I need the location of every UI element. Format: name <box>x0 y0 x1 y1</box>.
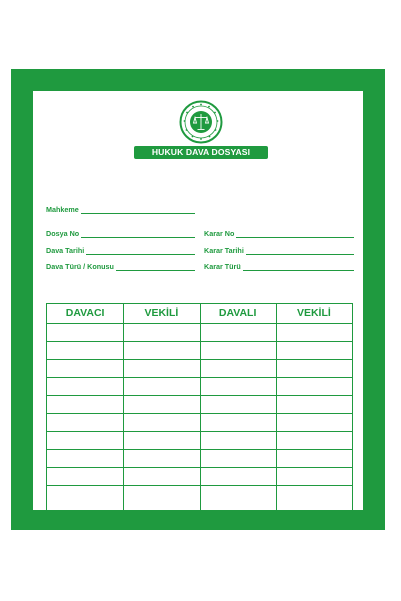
table-row[interactable] <box>47 395 352 396</box>
parties-table <box>46 303 353 521</box>
dava-tarihi-label: Dava Tarihi <box>46 246 85 255</box>
table-row[interactable] <box>47 485 352 486</box>
header-davali: DAVALI <box>218 307 257 319</box>
header-davaci: DAVACI <box>65 307 105 319</box>
column-divider <box>123 304 124 520</box>
karar-no-label: Karar No <box>204 229 235 238</box>
case-file-sheet <box>33 91 363 510</box>
dava-turu-label: Dava Türü / Konusu <box>46 262 114 271</box>
table-row[interactable] <box>47 359 352 360</box>
dosya-no-field[interactable] <box>46 228 195 238</box>
karar-no-line[interactable] <box>236 230 354 238</box>
table-row[interactable] <box>47 377 352 378</box>
karar-tarihi-field[interactable] <box>204 245 354 255</box>
column-divider <box>276 304 277 520</box>
karar-turu-line[interactable] <box>243 263 354 271</box>
document-title: HUKUK DAVA DOSYASI <box>134 146 268 159</box>
dava-turu-line[interactable] <box>116 263 195 271</box>
mahkeme-line[interactable] <box>81 206 195 214</box>
dava-turu-field[interactable] <box>46 261 195 271</box>
table-row[interactable] <box>47 323 352 324</box>
dava-tarihi-line[interactable] <box>86 247 195 255</box>
mahkeme-label: Mahkeme <box>46 205 79 214</box>
mahkeme-field[interactable] <box>46 204 195 214</box>
dosya-no-label: Dosya No <box>46 229 80 238</box>
table-row[interactable] <box>47 413 352 414</box>
karar-turu-field[interactable] <box>204 261 354 271</box>
table-row[interactable] <box>47 341 352 342</box>
karar-turu-label: Karar Türü <box>204 262 241 271</box>
table-row[interactable] <box>47 431 352 432</box>
column-divider <box>200 304 201 520</box>
karar-no-field[interactable] <box>204 228 354 238</box>
header-davali-vekili: VEKİLİ <box>296 307 331 319</box>
karar-tarihi-label: Karar Tarihi <box>204 246 244 255</box>
table-row[interactable] <box>47 449 352 450</box>
dava-tarihi-field[interactable] <box>46 245 195 255</box>
header-davaci-vekili: VEKİLİ <box>144 307 179 319</box>
karar-tarihi-line[interactable] <box>246 247 354 255</box>
court-seal-icon <box>179 100 223 144</box>
folder-cover <box>11 69 385 530</box>
dosya-no-line[interactable] <box>81 230 195 238</box>
table-row[interactable] <box>47 467 352 468</box>
